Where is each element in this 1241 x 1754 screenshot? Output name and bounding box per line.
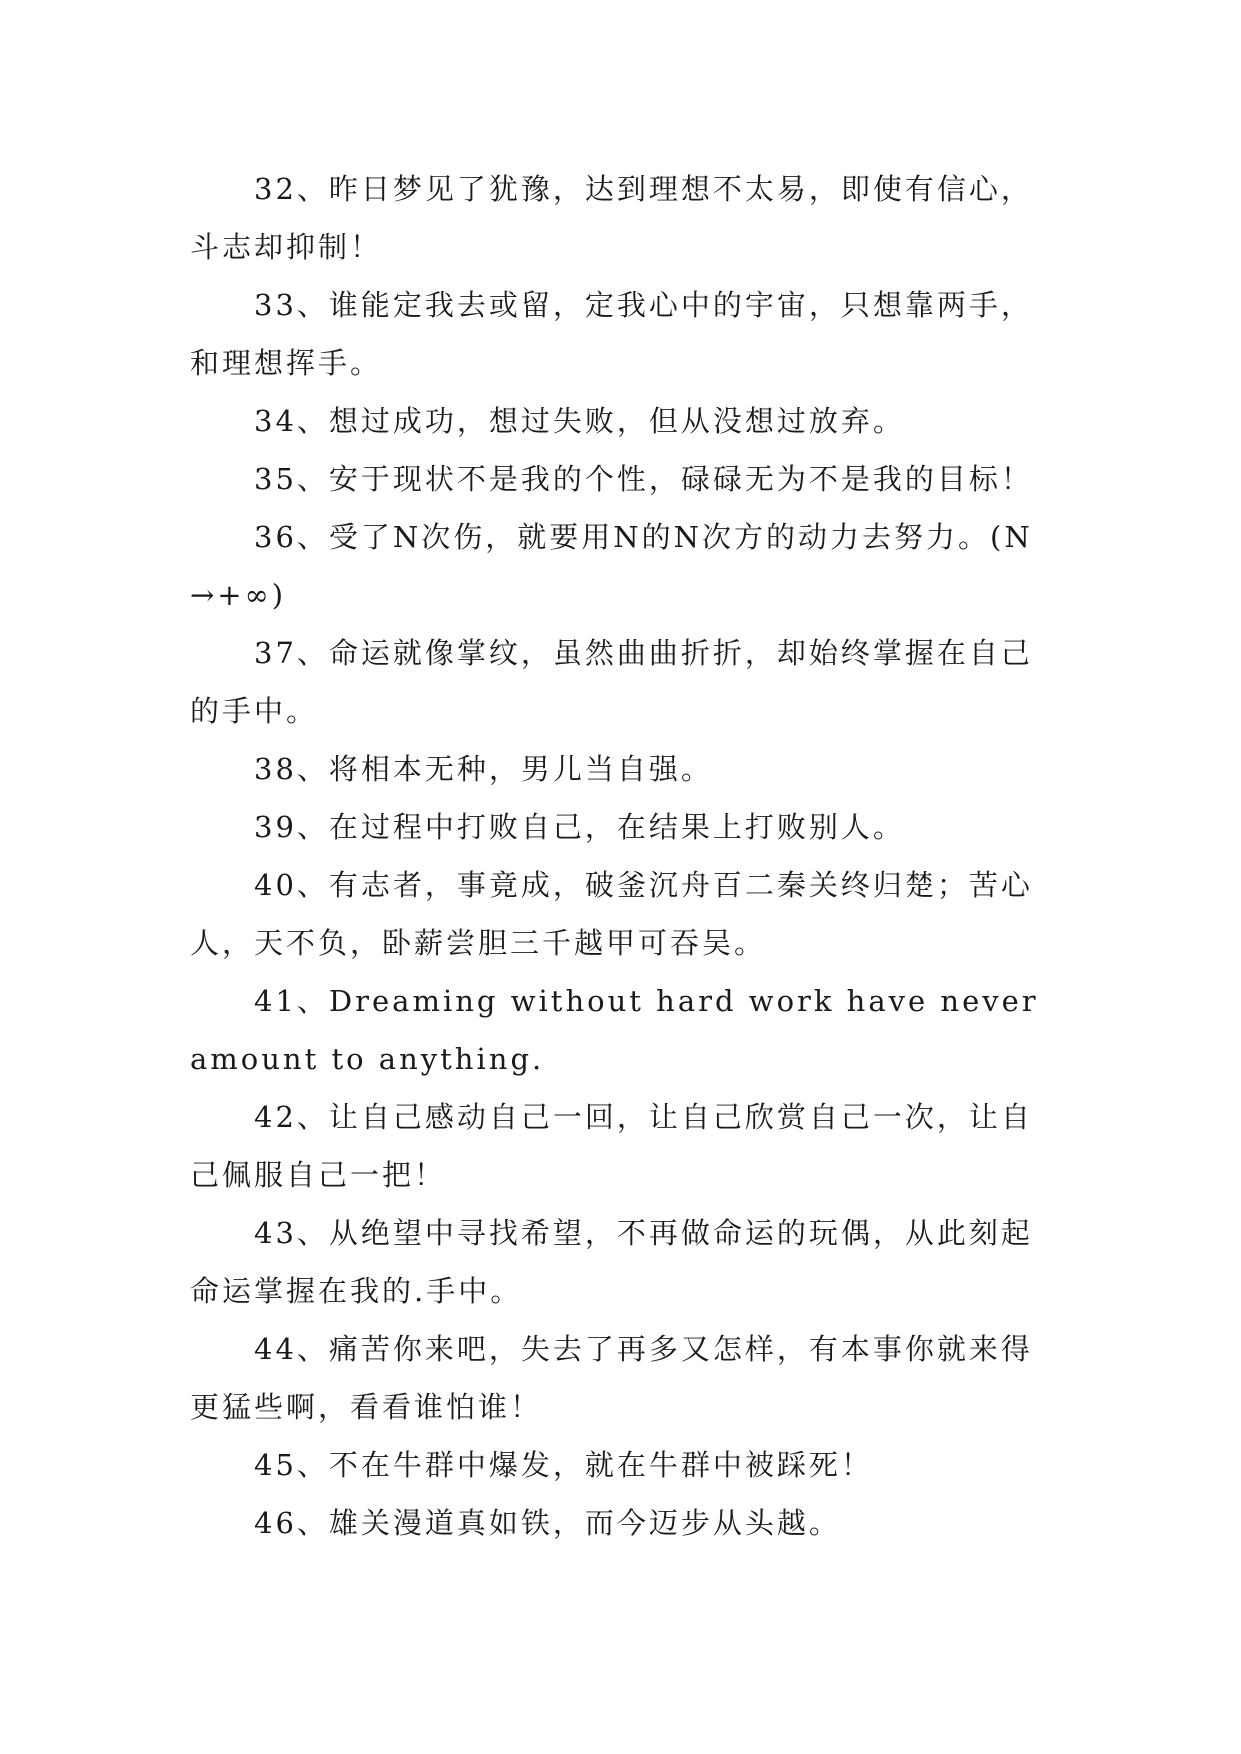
quote-paragraph-35: 35、安于现状不是我的个性，碌碌无为不是我的目标！	[254, 462, 1033, 496]
quote-paragraph-44: 44、痛苦你来吧，失去了再多又怎样，有本事你就来得更猛些啊，看看谁怕谁！	[190, 1332, 1033, 1424]
quote-paragraph-40: 40、有志者，事竟成，破釜沉舟百二秦关终归楚；苦心人，天不负，卧薪尝胆三千越甲可吞吴。	[190, 868, 1033, 960]
quote-paragraph-38: 38、将相本无种，男儿当自强。	[254, 752, 713, 786]
quote-paragraph-37: 37、命运就像掌纹，虽然曲曲折折，却始终掌握在自己的手中。	[190, 636, 1033, 728]
document-body	[190, 160, 1050, 1552]
quote-paragraph-32: 32、昨日梦见了犹豫，达到理想不太易，即使有信心，斗志却抑制！	[190, 172, 1033, 264]
quote-paragraph-42: 42、让自己感动自己一回，让自己欣赏自己一次，让自己佩服自己一把！	[190, 1100, 1033, 1192]
quote-paragraph-36: 36、受了N次伤，就要用N的N次方的动力去努力。(N→+∞)	[190, 520, 1033, 612]
quote-paragraph-45: 45、不在牛群中爆发，就在牛群中被踩死！	[254, 1448, 873, 1482]
quote-paragraph-41: 41、Dreaming without hard work have never amount to anything.	[190, 984, 1039, 1076]
quote-paragraph-43: 43、从绝望中寻找希望，不再做命运的玩偶，从此刻起命运掌握在我的.手中。	[190, 1216, 1033, 1308]
quote-paragraph-46: 46、雄关漫道真如铁，而今迈步从头越。	[254, 1506, 841, 1540]
quote-paragraph-34: 34、想过成功，想过失败，但从没想过放弃。	[254, 404, 905, 438]
quote-paragraph-39: 39、在过程中打败自己，在结果上打败别人。	[254, 810, 905, 844]
quote-paragraph-33: 33、谁能定我去或留，定我心中的宇宙，只想靠两手，和理想挥手。	[190, 288, 1033, 380]
